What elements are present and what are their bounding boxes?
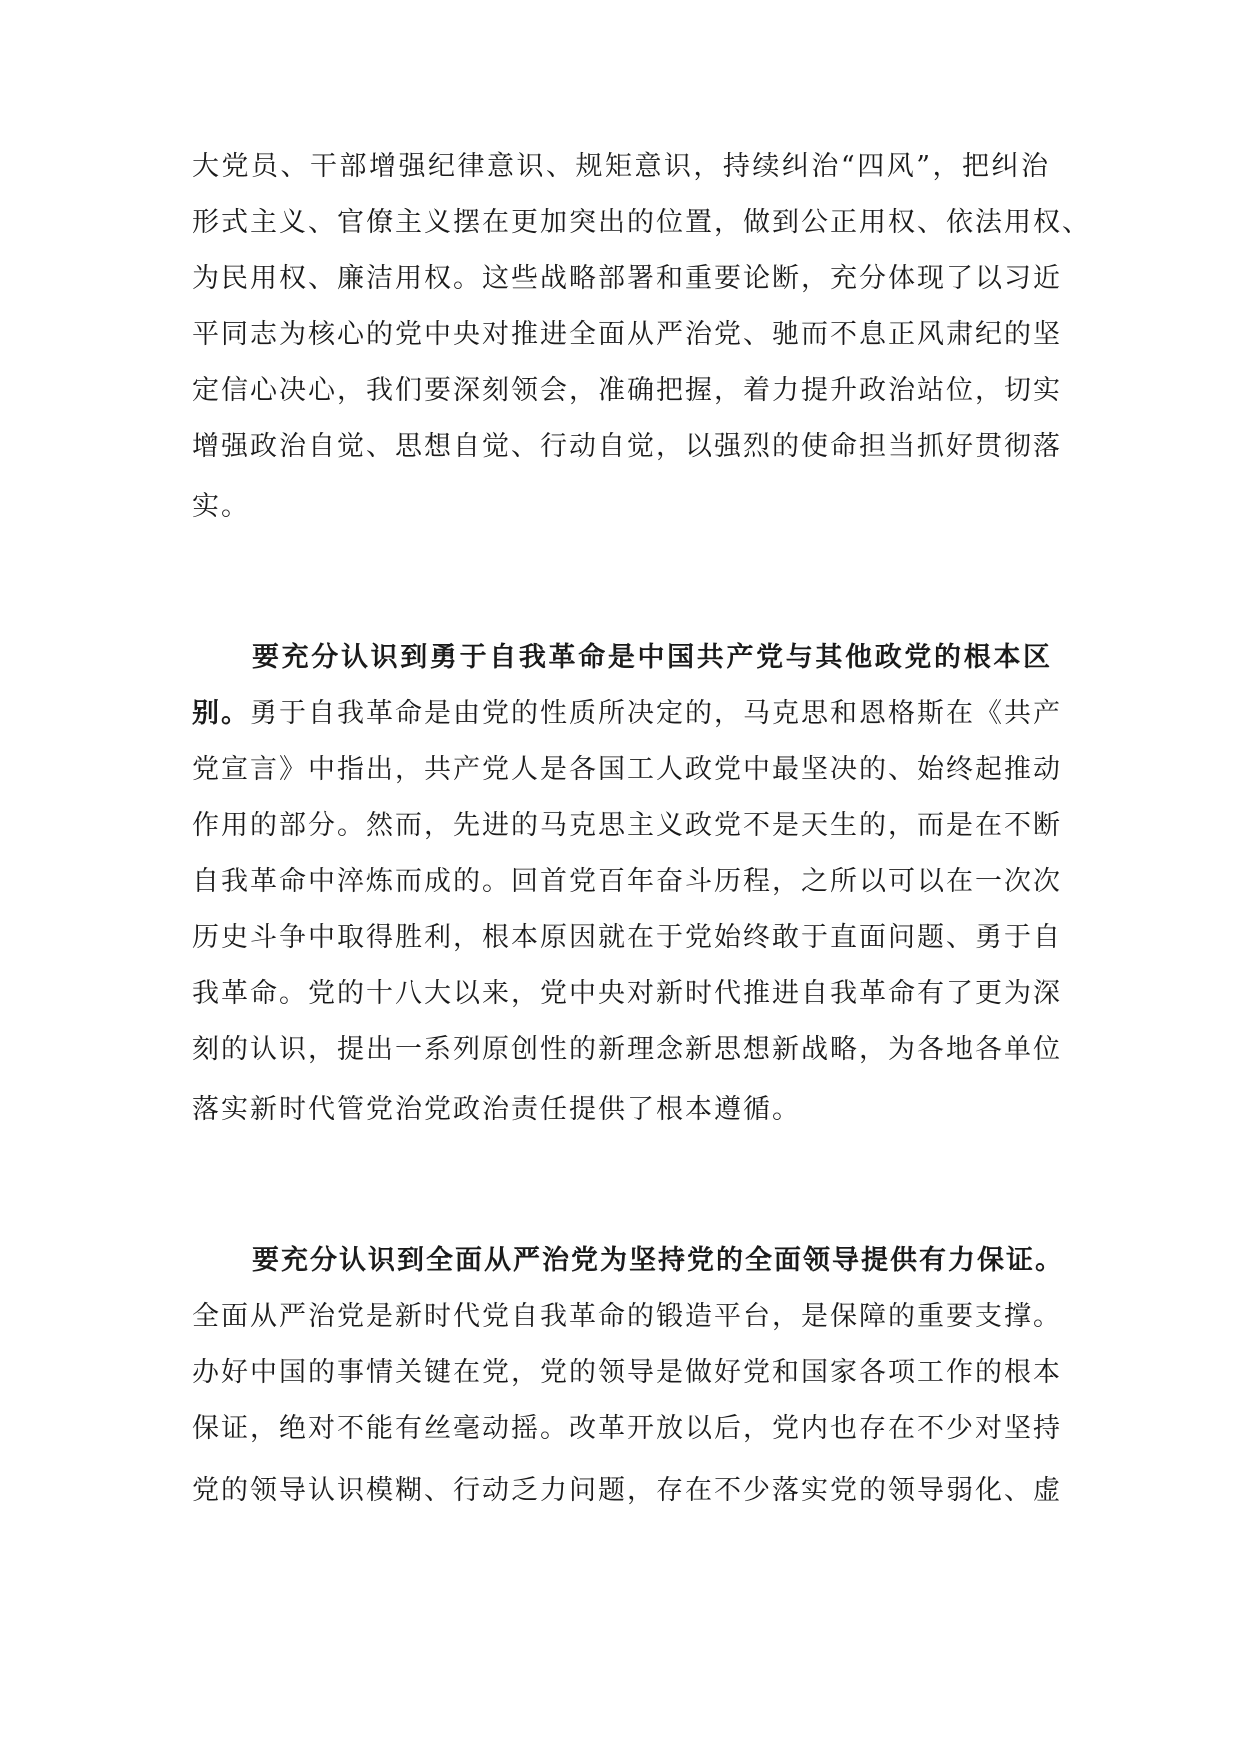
paragraph-3-line-5: 党的领导认识模糊、行动乏力问题，存在不少落实党的领导弱化、虚 [192, 1475, 1062, 1506]
paragraph-2-line-2 [192, 697, 1062, 731]
paragraph-2-line-8: 刻的认识，提出一系列原创性的新理念新思想新战略，为各地各单位 [192, 1034, 1062, 1065]
paragraph-2-line-3: 党宣言》中指出，共产党人是各国工人政党中最坚决的、始终起推动 [192, 754, 1062, 785]
paragraph-3-line-2: 全面从严治党是新时代党自我革命的锻造平台，是保障的重要支撑。 [192, 1301, 1062, 1332]
paragraph-3-line-4: 保证，绝对不能有丝毫动摇。改革开放以后，党内也存在不少对坚持 [192, 1413, 1062, 1444]
paragraph-2-line-9: 落实新时代管党治党政治责任提供了根本遵循。 [192, 1094, 801, 1125]
paragraph-2-line-4: 作用的部分。然而，先进的马克思主义政党不是天生的，而是在不断 [192, 810, 1062, 841]
paragraph-2-line-7: 我革命。党的十八大以来，党中央对新时代推进自我革命有了更为深 [192, 978, 1062, 1009]
paragraph-1-line-3: 为民用权、廉洁用权。这些战略部署和重要论断，充分体现了以习近 [192, 263, 1062, 294]
paragraph-3-heading: 要充分认识到全面从严治党为坚持党的全面领导提供有力保证。 [252, 1245, 1064, 1276]
paragraph-2-line-5: 自我革命中淬炼而成的。回首党百年奋斗历程，之所以可以在一次次 [192, 866, 1062, 897]
paragraph-1-line-2: 形式主义、官僚主义摆在更加突出的位置，做到公正用权、依法用权、 [192, 207, 1091, 238]
paragraph-2-heading-end: 别。 [192, 698, 250, 729]
paragraph-2-line-2-text: 勇于自我革命是由党的性质所决定的，马克思和恩格斯在《共产 [250, 698, 1062, 729]
paragraph-1-line-7: 实。 [192, 491, 250, 522]
paragraph-1-line-6: 增强政治自觉、思想自觉、行动自觉，以强烈的使命担当抓好贯彻落 [192, 431, 1062, 462]
paragraph-2-line-6: 历史斗争中取得胜利，根本原因就在于党始终敢于直面问题、勇于自 [192, 922, 1062, 953]
paragraph-1-line-5: 定信心决心，我们要深刻领会，准确把握，着力提升政治站位，切实 [192, 375, 1062, 406]
paragraph-2-heading-line-1: 要充分认识到勇于自我革命是中国共产党与其他政党的根本区 [252, 642, 1052, 673]
paragraph-3-line-3: 办好中国的事情关键在党，党的领导是做好党和国家各项工作的根本 [192, 1357, 1062, 1388]
paragraph-1-line-4: 平同志为核心的党中央对推进全面从严治党、驰而不息正风肃纪的坚 [192, 319, 1062, 350]
paragraph-1-line-1: 大党员、干部增强纪律意识、规矩意识，持续纠治“四风”，把纠治 [192, 151, 1050, 182]
